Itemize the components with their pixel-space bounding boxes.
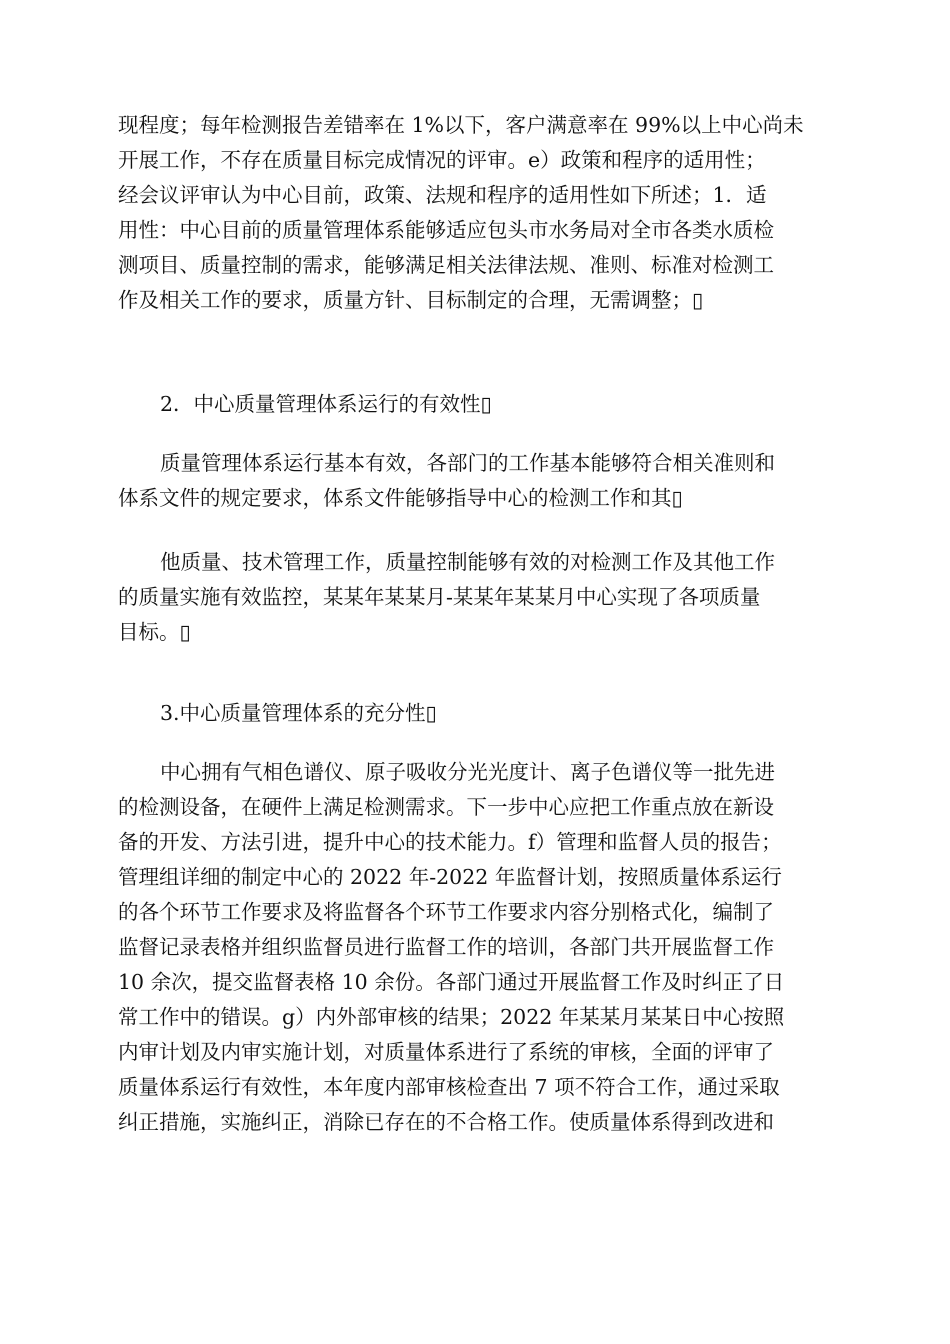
section-heading: 3.中心质量管理体系的充分性▯ [160, 701, 437, 725]
paragraph-monitoring [118, 545, 775, 650]
text-line: 监督记录表格并组织监督员进行监督工作的培训，各部门共开展监督工作 [118, 935, 774, 959]
text-line: 质量管理体系运行基本有效，各部门的工作基本能够符合相关准则和 [160, 451, 775, 475]
paragraph-effectiveness [118, 446, 775, 516]
text-line: 备的开发、方法引进，提升中心的技术能力。f）管理和监督人员的报告； [118, 830, 782, 854]
text-line: 常工作中的错误。g）内外部审核的结果；2022 年某某月某某日中心按照 [118, 1005, 785, 1029]
paragraph-equipment-and-audits [118, 755, 784, 1140]
text-line: 的检测设备，在硬件上满足检测需求。下一步中心应把工作重点放在新设 [118, 795, 774, 819]
text-line: 用性：中心目前的质量管理体系能够适应包头市水务局对全市各类水质检 [118, 218, 774, 242]
text-line: 的质量实施有效监控，某某年某某月-某某年某某月中心实现了各项质量 [118, 585, 761, 609]
text-line: 现程度；每年检测报告差错率在 1%以下，客户满意率在 99%以上中心尚未 [118, 113, 804, 137]
text-line: 纠正措施，实施纠正，消除已存在的不合格工作。使质量体系得到改进和 [118, 1110, 774, 1134]
text-line: 体系文件的规定要求，体系文件能够指导中心的检测工作和其▯ [118, 486, 683, 510]
text-line: 的各个环节工作要求及将监督各个环节工作要求内容分别格式化，编制了 [118, 900, 774, 924]
text-line: 中心拥有气相色谱仪、原子吸收分光光度计、离子色谱仪等一批先进 [160, 760, 775, 784]
text-line: 他质量、技术管理工作，质量控制能够有效的对检测工作及其他工作 [160, 550, 775, 574]
text-line: 10 余次，提交监督表格 10 余份。各部门通过开展监督工作及时纠正了日 [118, 970, 785, 994]
text-line: 内审计划及内审实施计划，对质量体系进行了系统的审核，全面的评审了 [118, 1040, 774, 1064]
text-line: 目标。▯ [118, 620, 191, 644]
heading-adequacy [118, 696, 437, 731]
section-heading: 2．中心质量管理体系运行的有效性▯ [160, 392, 492, 416]
text-line: 管理组详细的制定中心的 2022 年-2022 年监督计划，按照质量体系运行 [118, 865, 782, 889]
text-line: 经会议评审认为中心目前，政策、法规和程序的适用性如下所述；1．适 [118, 183, 767, 207]
paragraph-quality-targets [118, 108, 804, 318]
text-line: 测项目、质量控制的需求，能够满足相关法律法规、准则、标准对检测工 [118, 253, 774, 277]
text-line: 作及相关工作的要求，质量方针、目标制定的合理，无需调整；▯ [118, 288, 704, 312]
text-line: 质量体系运行有效性，本年度内部审核检查出 7 项不符合工作，通过采取 [118, 1075, 780, 1099]
text-line: 开展工作，不存在质量目标完成情况的评审。e）政策和程序的适用性； [118, 148, 766, 172]
heading-effectiveness [118, 387, 492, 422]
